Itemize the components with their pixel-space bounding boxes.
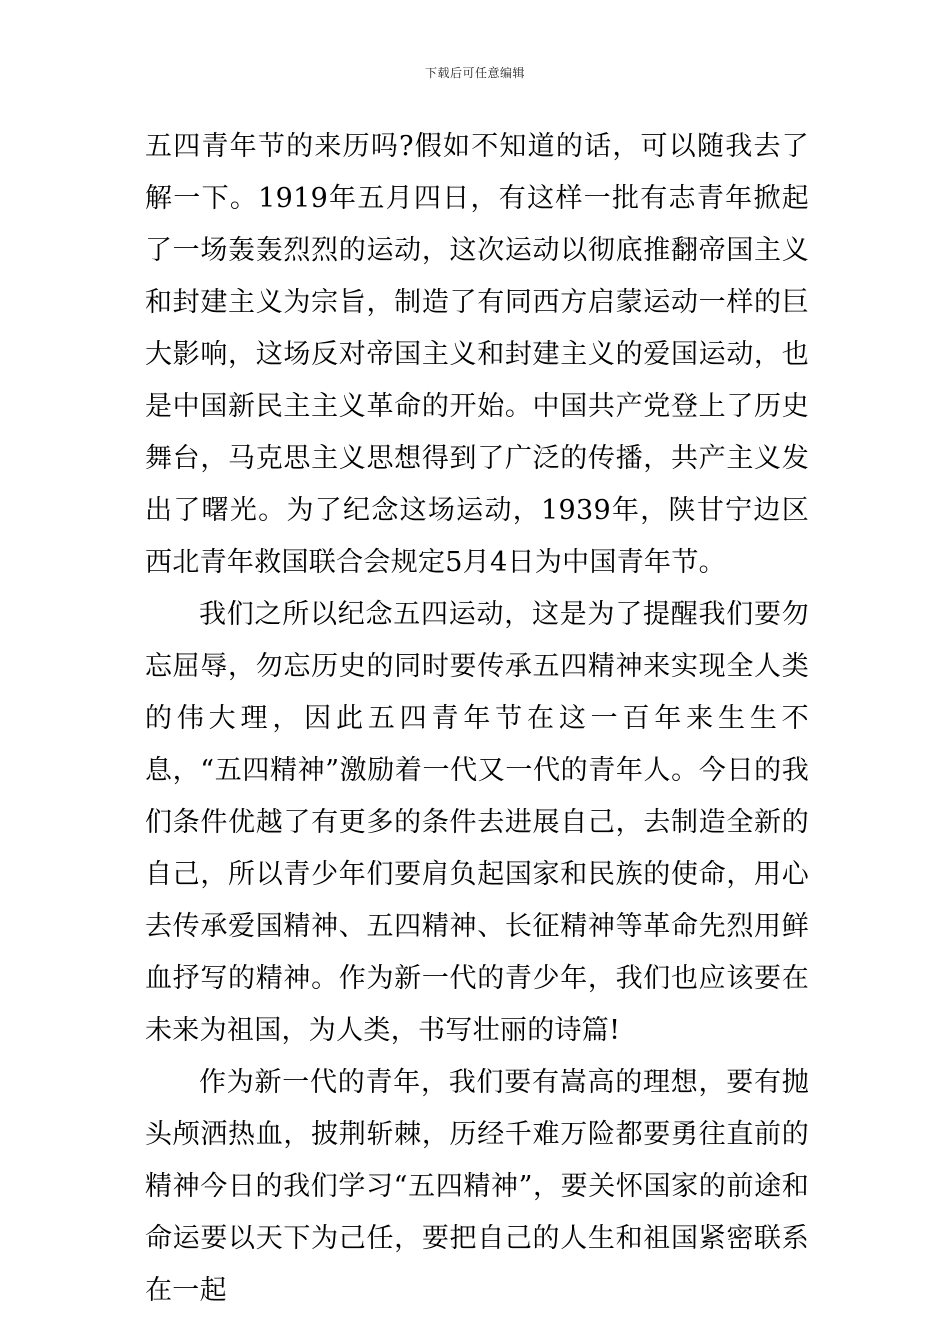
paragraph-1: 五四青年节的来历吗?假如不知道的话，可以随我去了解一下。1919年五月四日，有这样一批有志青年掀起了一场轰轰烈烈的运动，这次运动以彻底推翻帝国主义和封建主义为宗旨，制造了有同西方启蒙运动一样的巨大影响，这场反对帝国主义和封建主义的爱国运动，也是中国新民主主义革命的开始。中国共产党登上了历史舞台，马克思主义思想得到了广泛的传播，共产主义发出了曙光。为了纪念这场运动，1939年，陕甘宁边区西北青年救国联合会规定5月4日为中国青年节。: [145, 131, 809, 578]
page-header: 下载后可任意编辑: [424, 66, 525, 80]
paragraph-2: 我们之所以纪念五四运动，这是为了提醒我们要勿忘屈辱，勿忘历史的同时要传承五四精神来实现全人类的伟大理，因此五四青年节在这一百年来生生不息，“五四精神”激励着一代又一代的青年人。今日的我们条件优越了有更多的条件去进展自己，去制造全新的自己，所以青少年们要肩负起国家和民族的使命，用心去传承爱国精神、五四精神、长征精神等革命先烈用鲜血抒写的精神。作为新一代的青少年，我们也应该要在未来为祖国，为人类，书写壮丽的诗篇!: [145, 599, 809, 1046]
document-body: [145, 121, 809, 1317]
paragraph-3: 作为新一代的青年，我们要有嵩高的理想，要有抛头颅洒热血，披荆斩棘，历经千难万险都要勇往直前的精神今日的我们学习“五四精神”，要关怀国家的前途和命运要以天下为己任，要把自己的人生和祖国紧密联系在一起: [145, 1067, 809, 1306]
